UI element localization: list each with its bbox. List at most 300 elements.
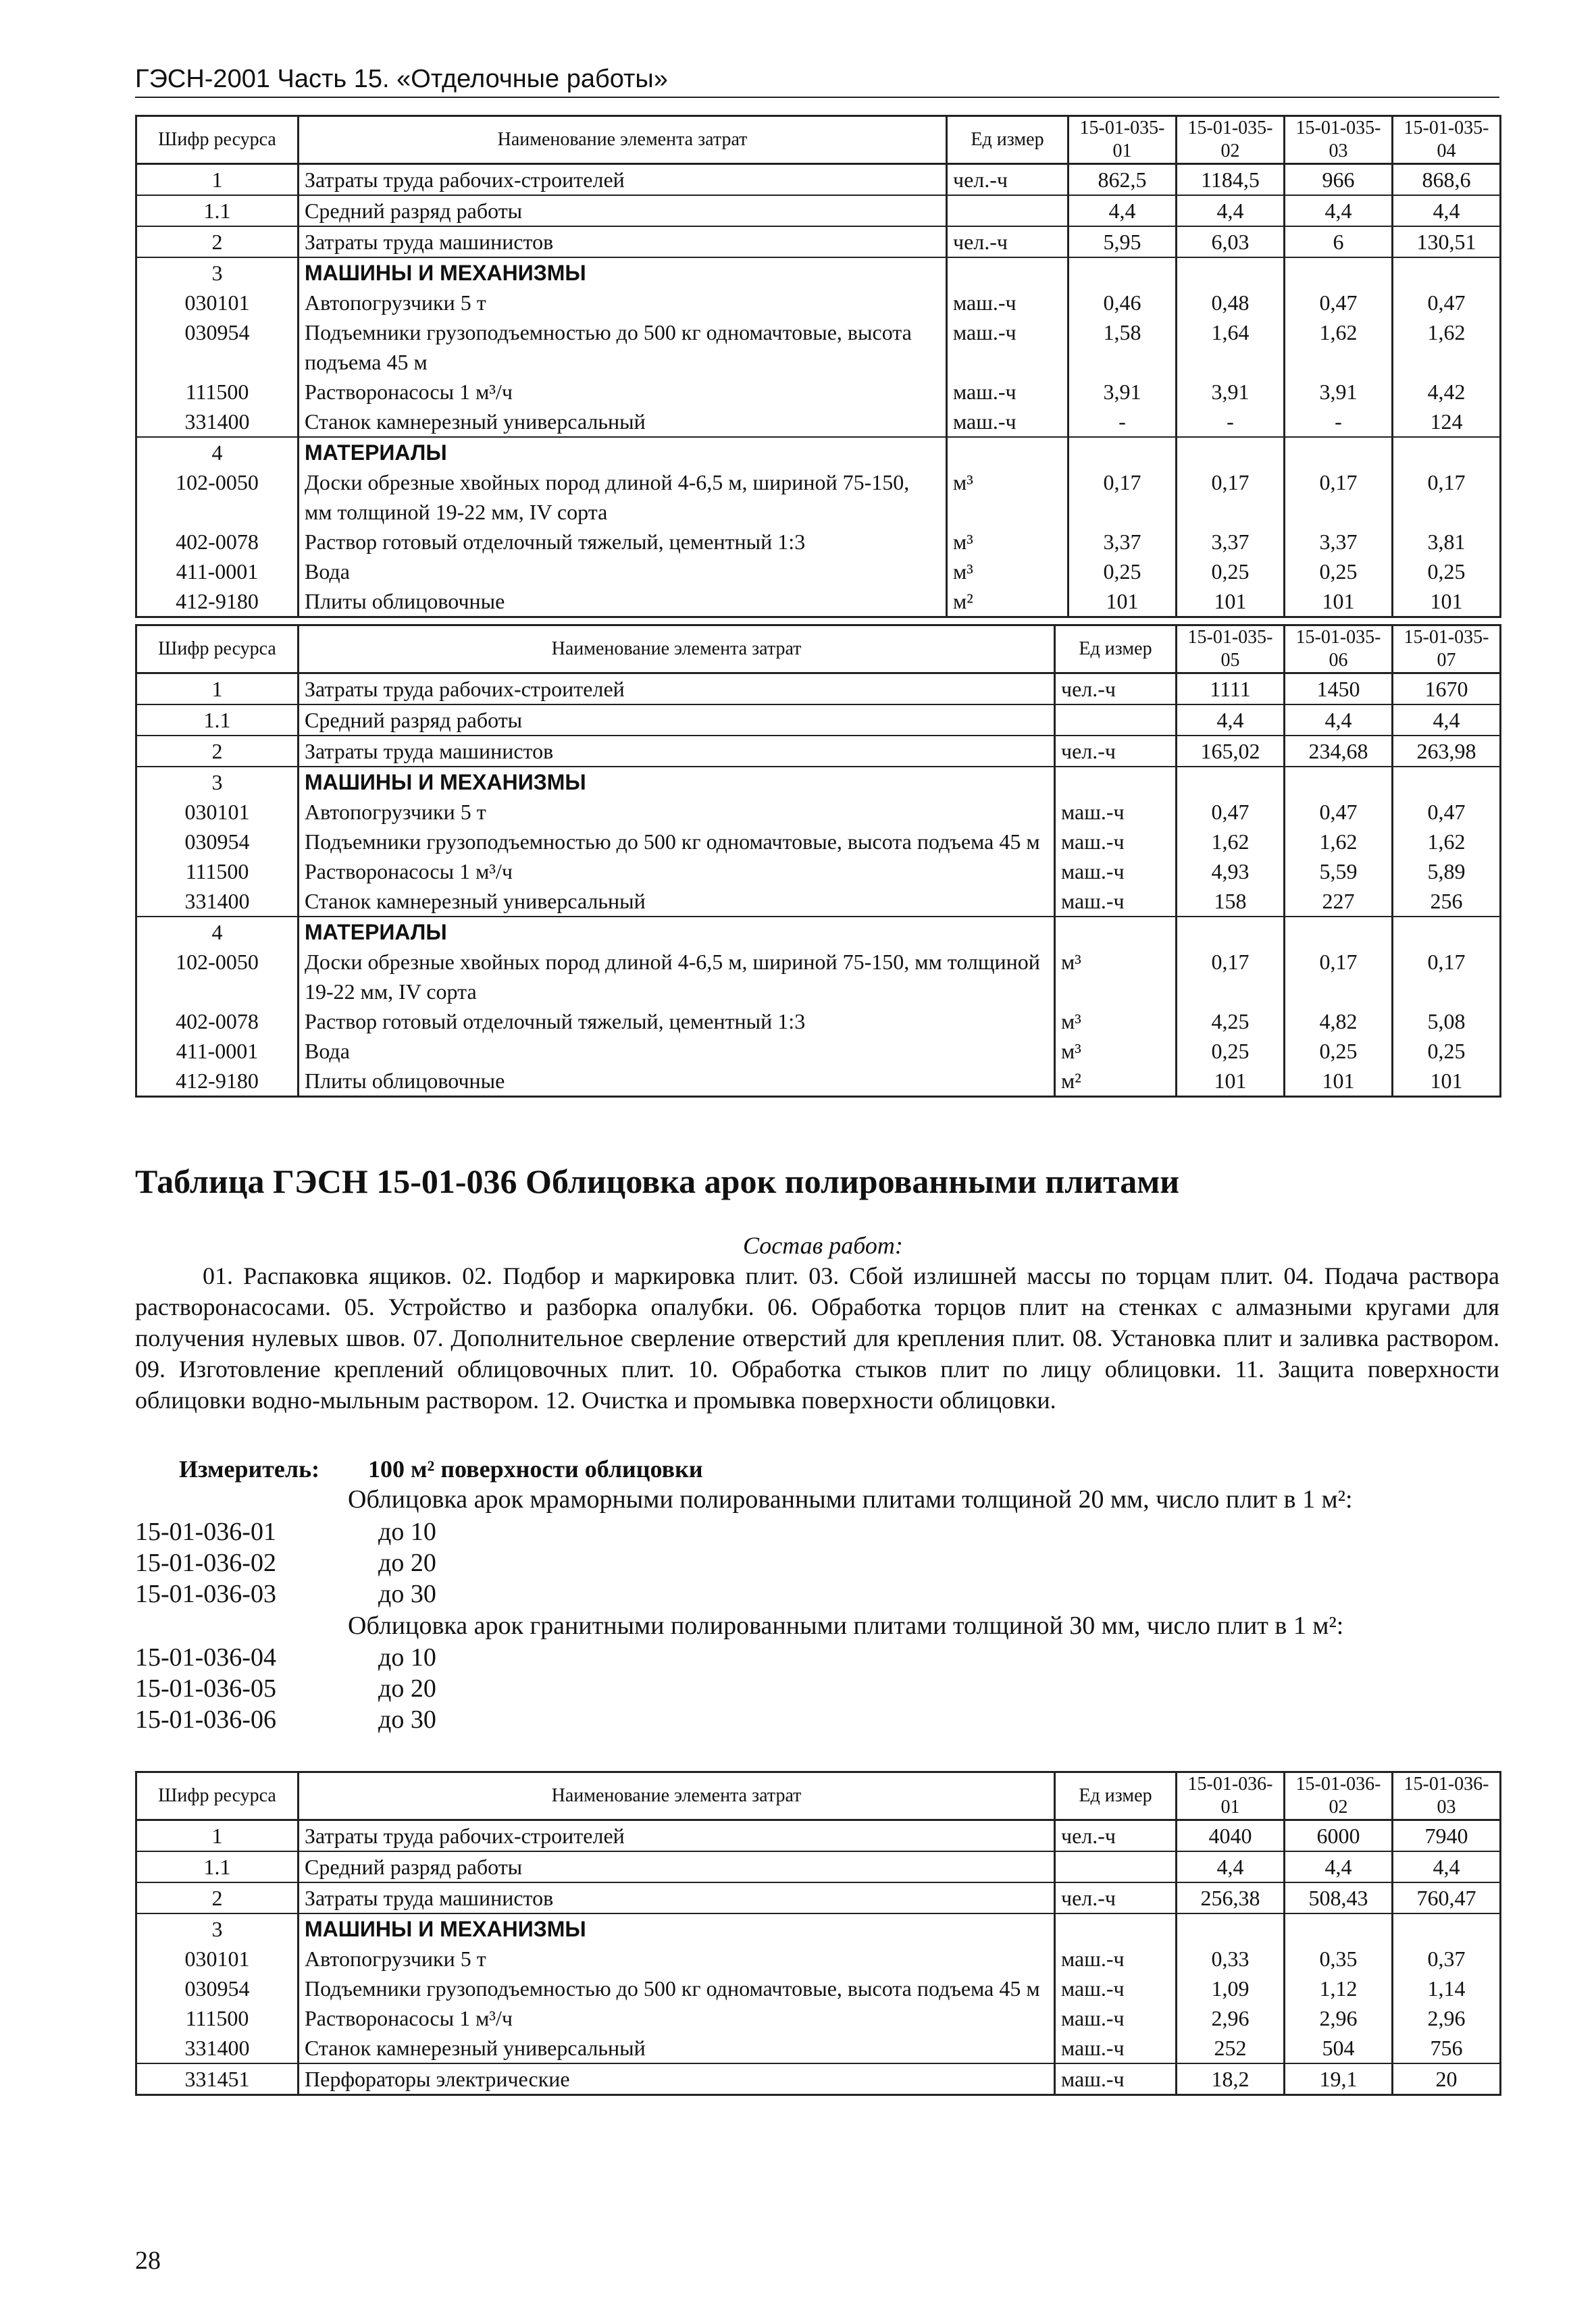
measure-value: 100 м² поверхности облицовки [368, 1456, 703, 1483]
unit-cell: чел.-ч [1055, 736, 1177, 767]
unit-cell: м² [947, 586, 1069, 617]
cost-element-name: Вода [299, 557, 947, 586]
value-cell: 165,02 [1177, 736, 1285, 767]
value-cell: 0,48 [1177, 288, 1285, 317]
value-cell: 252 [1177, 2033, 1285, 2063]
group-title-granite: Облицовка арок гранитными полированными плитами толщиной 30 мм, число плит в 1 м²: [348, 1612, 1344, 1640]
unit-cell: маш.-ч [1055, 886, 1177, 917]
value-cell: 4,4 [1177, 1851, 1285, 1882]
value-cell: 4,25 [1177, 1006, 1285, 1036]
table-row [136, 827, 1501, 856]
section-row [136, 1913, 1501, 1944]
unit-cell: маш.-ч [1055, 797, 1177, 827]
value-cell [1393, 1913, 1501, 1944]
cost-element-name: Автопогрузчики 5 т [299, 797, 1055, 827]
cost-element-name: Плиты облицовочные [299, 1066, 1055, 1097]
section-row [136, 257, 1501, 288]
col-header-norm: 15-01-035-01 [1069, 116, 1177, 164]
value-cell: 130,51 [1393, 226, 1501, 257]
norm-code-row [135, 1674, 436, 1703]
unit-cell: чел.-ч [1055, 1820, 1177, 1852]
resource-code: 4 [136, 437, 299, 467]
table-row [136, 317, 1501, 377]
unit-cell: м³ [1055, 1006, 1177, 1036]
col-header-norm: 15-01-036-02 [1285, 1772, 1393, 1820]
value-cell: 0,17 [1177, 467, 1285, 527]
table-row [136, 1820, 1501, 1852]
value-cell [1177, 767, 1285, 797]
resource-code: 030954 [136, 1974, 299, 2003]
unit-cell [1055, 767, 1177, 797]
unit-cell [947, 195, 1069, 226]
col-header-norm: 15-01-035-03 [1285, 116, 1393, 164]
value-cell: 101 [1069, 586, 1177, 617]
norm-desc: до 10 [378, 1643, 436, 1672]
value-cell: 19,1 [1285, 2063, 1393, 2095]
value-cell: 1670 [1393, 673, 1501, 705]
value-cell: 4040 [1177, 1820, 1285, 1852]
unit-cell: м³ [947, 557, 1069, 586]
value-cell: 508,43 [1285, 1882, 1393, 1913]
value-cell: 6,03 [1177, 226, 1285, 257]
value-cell: 2,96 [1177, 2003, 1285, 2033]
col-header-norm: 15-01-035-06 [1285, 625, 1393, 673]
cost-element-name: Растворонасосы 1 м³/ч [299, 2003, 1055, 2033]
resource-code: 030101 [136, 288, 299, 317]
resource-code: 2 [136, 1882, 299, 1913]
value-cell: 0,25 [1285, 557, 1393, 586]
value-cell: 0,17 [1069, 467, 1177, 527]
value-cell: 0,47 [1177, 797, 1285, 827]
value-cell: 1,14 [1393, 1974, 1501, 2003]
unit-cell: маш.-ч [1055, 2063, 1177, 2095]
value-cell: - [1069, 407, 1177, 437]
unit-cell: м³ [1055, 947, 1177, 1006]
value-cell: 1,62 [1285, 317, 1393, 377]
value-cell: 0,25 [1177, 557, 1285, 586]
resource-code: 111500 [136, 856, 299, 886]
value-cell: 3,91 [1177, 377, 1285, 407]
value-cell [1285, 767, 1393, 797]
value-cell: 4,4 [1069, 195, 1177, 226]
section-title: Таблица ГЭСН 15-01-036 Облицовка арок полированными плитами [135, 1162, 1180, 1200]
table-row [136, 673, 1501, 705]
table-row [136, 2033, 1501, 2063]
value-cell: 0,17 [1285, 947, 1393, 1006]
value-cell: 0,25 [1069, 557, 1177, 586]
cost-element-name: Подъемники грузоподъемностью до 500 кг одномачтовые, высота подъема 45 м [299, 827, 1055, 856]
resource-code: 3 [136, 767, 299, 797]
resource-code: 102-0050 [136, 947, 299, 1006]
table-row [136, 377, 1501, 407]
table-row [136, 2063, 1501, 2095]
resource-code: 3 [136, 257, 299, 288]
value-cell: 868,6 [1393, 164, 1501, 196]
header-row [136, 625, 1501, 673]
cost-element-name: Затраты труда машинистов [299, 1882, 1055, 1913]
value-cell: 5,08 [1393, 1006, 1501, 1036]
col-header-norm: 15-01-036-03 [1393, 1772, 1501, 1820]
value-cell: 1,09 [1177, 1974, 1285, 2003]
value-cell: 4,4 [1285, 195, 1393, 226]
col-header-unit: Ед измер [1055, 1772, 1177, 1820]
unit-cell [947, 257, 1069, 288]
value-cell: 504 [1285, 2033, 1393, 2063]
value-cell: 1,62 [1393, 317, 1501, 377]
resource-code: 111500 [136, 2003, 299, 2033]
cost-element-name: Подъемники грузоподъемностью до 500 кг одномачтовые, высота подъема 45 м [299, 1974, 1055, 2003]
running-header: ГЭСН-2001 Часть 15. «Отделочные работы» [135, 65, 1499, 98]
norm-code: 15-01-036-03 [135, 1580, 276, 1608]
unit-cell: маш.-ч [1055, 1944, 1177, 1974]
value-cell: 0,35 [1285, 1944, 1393, 1974]
measure-line [179, 1455, 703, 1483]
norm-code-row [135, 1705, 436, 1734]
value-cell [1393, 437, 1501, 467]
section-row [136, 437, 1501, 467]
cost-element-name: Раствор готовый отделочный тяжелый, цементный 1:3 [299, 527, 947, 557]
cost-element-name: Доски обрезные хвойных пород длиной 4-6,5 м, шириной 75-150, мм толщиной 19-22 мм, IV сорта [299, 947, 1055, 1006]
table-row [136, 2003, 1501, 2033]
unit-cell: чел.-ч [1055, 673, 1177, 705]
unit-cell: чел.-ч [1055, 1882, 1177, 1913]
value-cell [1285, 437, 1393, 467]
norm-code-row [135, 1579, 436, 1609]
unit-cell: м³ [1055, 1036, 1177, 1066]
value-cell: - [1177, 407, 1285, 437]
value-cell: 862,5 [1069, 164, 1177, 196]
value-cell: 5,89 [1393, 856, 1501, 886]
resource-code: 1.1 [136, 704, 299, 736]
value-cell: 4,4 [1393, 1851, 1501, 1882]
table-row [136, 1851, 1501, 1882]
cost-element-name: Вода [299, 1036, 1055, 1066]
value-cell: 101 [1393, 586, 1501, 617]
value-cell: 0,17 [1177, 947, 1285, 1006]
unit-cell: чел.-ч [947, 164, 1069, 196]
table-row [136, 226, 1501, 257]
col-header-norm: 15-01-035-07 [1393, 625, 1501, 673]
value-cell: 101 [1177, 1066, 1285, 1097]
cost-element-name: Средний разряд работы [299, 195, 947, 226]
value-cell: 0,25 [1285, 1036, 1393, 1066]
value-cell: 1111 [1177, 673, 1285, 705]
cost-element-name: Перфораторы электрические [299, 2063, 1055, 2095]
value-cell [1393, 917, 1501, 947]
col-header-norm: 15-01-036-01 [1177, 1772, 1285, 1820]
unit-cell: маш.-ч [947, 407, 1069, 437]
value-cell: 1,64 [1177, 317, 1285, 377]
cost-element-name: Затраты труда рабочих-строителей [299, 164, 947, 196]
cost-element-name: Автопогрузчики 5 т [299, 1944, 1055, 1974]
value-cell: 0,47 [1393, 797, 1501, 827]
cost-element-name: Затраты труда машинистов [299, 226, 947, 257]
col-header-unit: Ед измер [947, 116, 1069, 164]
value-cell: 256 [1393, 886, 1501, 917]
unit-cell: маш.-ч [1055, 1974, 1177, 2003]
value-cell: - [1285, 407, 1393, 437]
resource-code: 2 [136, 226, 299, 257]
unit-cell: маш.-ч [1055, 2033, 1177, 2063]
unit-cell [1055, 917, 1177, 947]
resource-code: 331400 [136, 407, 299, 437]
norm-desc: до 30 [378, 1580, 436, 1608]
value-cell: 4,4 [1393, 195, 1501, 226]
value-cell: 1,62 [1177, 827, 1285, 856]
col-header-unit: Ед измер [1055, 625, 1177, 673]
value-cell: 4,42 [1393, 377, 1501, 407]
value-cell [1177, 1913, 1285, 1944]
value-cell: 227 [1285, 886, 1393, 917]
resource-code: 030101 [136, 797, 299, 827]
col-header-norm: 15-01-035-05 [1177, 625, 1285, 673]
value-cell: 4,4 [1285, 1851, 1393, 1882]
value-cell: 101 [1393, 1066, 1501, 1097]
cost-element-name: Подъемники грузоподъемностью до 500 кг одномачтовые, высота подъема 45 м [299, 317, 947, 377]
value-cell: 0,37 [1393, 1944, 1501, 1974]
value-cell: 3,37 [1177, 527, 1285, 557]
norm-code-row [135, 1643, 436, 1672]
value-cell: 4,82 [1285, 1006, 1393, 1036]
value-cell: 3,91 [1069, 377, 1177, 407]
cost-element-name: Растворонасосы 1 м³/ч [299, 377, 947, 407]
resource-code: 402-0078 [136, 1006, 299, 1036]
table-row [136, 736, 1501, 767]
value-cell: 158 [1177, 886, 1285, 917]
table-row [136, 1974, 1501, 2003]
resource-code: 412-9180 [136, 586, 299, 617]
resource-table-035-part1 [135, 115, 1501, 618]
table-row [136, 407, 1501, 437]
norm-code: 15-01-036-01 [135, 1518, 276, 1546]
cost-element-name: Станок камнерезный универсальный [299, 407, 947, 437]
value-cell: 756 [1393, 2033, 1501, 2063]
value-cell: 3,37 [1069, 527, 1177, 557]
cost-element-name: Средний разряд работы [299, 1851, 1055, 1882]
value-cell: 0,17 [1393, 467, 1501, 527]
table-row [136, 467, 1501, 527]
norm-code-row [135, 1517, 436, 1547]
table-row [136, 704, 1501, 736]
value-cell [1393, 767, 1501, 797]
unit-cell: маш.-ч [1055, 856, 1177, 886]
value-cell: 124 [1393, 407, 1501, 437]
value-cell: 4,4 [1177, 195, 1285, 226]
resource-code: 331400 [136, 2033, 299, 2063]
unit-cell: маш.-ч [947, 377, 1069, 407]
value-cell: 263,98 [1393, 736, 1501, 767]
cost-element-name: МАШИНЫ И МЕХАНИЗМЫ [299, 1913, 1055, 1944]
value-cell: 0,47 [1285, 797, 1393, 827]
value-cell [1285, 257, 1393, 288]
col-header-code: Шифр ресурса [136, 116, 299, 164]
resource-code: 030101 [136, 1944, 299, 1974]
resource-code: 331451 [136, 2063, 299, 2095]
table-row [136, 164, 1501, 196]
norm-code-row [135, 1548, 436, 1578]
norm-desc: до 20 [378, 1549, 436, 1577]
col-header-name: Наименование элемента затрат [299, 1772, 1055, 1820]
value-cell: 101 [1177, 586, 1285, 617]
cost-element-name: Средний разряд работы [299, 704, 1055, 736]
value-cell [1177, 917, 1285, 947]
value-cell: 3,37 [1285, 527, 1393, 557]
value-cell: 0,46 [1069, 288, 1177, 317]
value-cell: 6 [1285, 226, 1393, 257]
col-header-code: Шифр ресурса [136, 625, 299, 673]
table-row [136, 856, 1501, 886]
header-row [136, 116, 1501, 164]
value-cell [1393, 257, 1501, 288]
composition-text: 01. Распаковка ящиков. 02. Подбор и маркировка плит. 03. Сбой излишней массы по торцам плит. 04. Подача раствора растворонасосами. 05. Устройство и разборка опалубки. 06. Обработка торцов плит на стенках с алмазными кругами для получения нулевых швов. 07. Дополнительное сверление отверстий для крепления плит. 08. Установка плит и заливка раствором. 09. Изготовление креплений облицовочных плит. 10. Обработка стыков плит по лицу облицовки. 11. Защита поверхности облицовки водно-мыльным раствором. 12. Очистка и промывка поверхности облицовки. [135, 1262, 1499, 1414]
value-cell: 4,4 [1285, 704, 1393, 736]
norm-desc: до 20 [378, 1674, 436, 1703]
value-cell: 4,4 [1177, 704, 1285, 736]
value-cell [1177, 257, 1285, 288]
value-cell: 7940 [1393, 1820, 1501, 1852]
table-row [136, 195, 1501, 226]
table-row [136, 1036, 1501, 1066]
resource-table-036 [135, 1771, 1501, 2096]
value-cell: 4,4 [1393, 704, 1501, 736]
cost-element-name: МАШИНЫ И МЕХАНИЗМЫ [299, 767, 1055, 797]
cost-element-name: Станок камнерезный универсальный [299, 886, 1055, 917]
value-cell: 5,59 [1285, 856, 1393, 886]
resource-code: 4 [136, 917, 299, 947]
value-cell: 0,17 [1393, 947, 1501, 1006]
cost-element-name: Плиты облицовочные [299, 586, 947, 617]
value-cell [1285, 917, 1393, 947]
norm-desc: до 10 [378, 1518, 436, 1546]
table-row [136, 797, 1501, 827]
value-cell: 101 [1285, 586, 1393, 617]
table-row [136, 1882, 1501, 1913]
resource-code: 3 [136, 1913, 299, 1944]
unit-cell: чел.-ч [947, 226, 1069, 257]
norm-code: 15-01-036-02 [135, 1549, 276, 1577]
value-cell: 0,47 [1393, 288, 1501, 317]
table-row [136, 586, 1501, 617]
unit-cell: м² [1055, 1066, 1177, 1097]
resource-code: 402-0078 [136, 527, 299, 557]
table-row [136, 557, 1501, 586]
cost-element-name: Доски обрезные хвойных пород длиной 4-6,5 м, шириной 75-150, мм толщиной 19-22 мм, IV сорта [299, 467, 947, 527]
cost-element-name: МАТЕРИАЛЫ [299, 437, 947, 467]
value-cell: 3,81 [1393, 527, 1501, 557]
value-cell: 1450 [1285, 673, 1393, 705]
table-row [136, 886, 1501, 917]
table-row [136, 947, 1501, 1006]
unit-cell: маш.-ч [1055, 2003, 1177, 2033]
value-cell: 20 [1393, 2063, 1501, 2095]
resource-code: 1 [136, 164, 299, 196]
table-row [136, 527, 1501, 557]
cost-element-name: Затраты труда рабочих-строителей [299, 673, 1055, 705]
value-cell: 0,17 [1285, 467, 1393, 527]
value-cell: 0,25 [1393, 1036, 1501, 1066]
resource-table-035-part2 [135, 624, 1501, 1098]
value-cell [1177, 437, 1285, 467]
value-cell: 1,62 [1393, 827, 1501, 856]
resource-code: 331400 [136, 886, 299, 917]
cost-element-name: Автопогрузчики 5 т [299, 288, 947, 317]
cost-element-name: Раствор готовый отделочный тяжелый, цементный 1:3 [299, 1006, 1055, 1036]
value-cell: 3,91 [1285, 377, 1393, 407]
cost-element-name: Растворонасосы 1 м³/ч [299, 856, 1055, 886]
resource-code: 030954 [136, 827, 299, 856]
resource-code: 411-0001 [136, 557, 299, 586]
col-header-name: Наименование элемента затрат [299, 625, 1055, 673]
value-cell [1069, 257, 1177, 288]
value-cell: 4,93 [1177, 856, 1285, 886]
measure-label: Измеритель: [179, 1456, 320, 1483]
table-row [136, 1066, 1501, 1097]
resource-code: 102-0050 [136, 467, 299, 527]
value-cell: 1,58 [1069, 317, 1177, 377]
col-header-code: Шифр ресурса [136, 1772, 299, 1820]
unit-cell: маш.-ч [1055, 827, 1177, 856]
unit-cell: маш.-ч [947, 288, 1069, 317]
value-cell [1285, 1913, 1393, 1944]
value-cell: 2,96 [1285, 2003, 1393, 2033]
table-row [136, 1006, 1501, 1036]
unit-cell: м³ [947, 527, 1069, 557]
norm-desc: до 30 [378, 1705, 436, 1734]
unit-cell [1055, 1851, 1177, 1882]
unit-cell: м³ [947, 467, 1069, 527]
header-row [136, 1772, 1501, 1820]
value-cell: 966 [1285, 164, 1393, 196]
resource-code: 1 [136, 1820, 299, 1852]
value-cell: 0,25 [1177, 1036, 1285, 1066]
cost-element-name: МАШИНЫ И МЕХАНИЗМЫ [299, 257, 947, 288]
value-cell: 1,12 [1285, 1974, 1393, 2003]
unit-cell: маш.-ч [947, 317, 1069, 377]
resource-code: 1.1 [136, 195, 299, 226]
resource-code: 1.1 [136, 1851, 299, 1882]
page-number: 28 [135, 2246, 161, 2275]
cost-element-name: Затраты труда рабочих-строителей [299, 1820, 1055, 1852]
value-cell: 6000 [1285, 1820, 1393, 1852]
cost-element-name: Станок камнерезный универсальный [299, 2033, 1055, 2063]
norm-code: 15-01-036-05 [135, 1674, 276, 1703]
value-cell: 1,62 [1285, 827, 1393, 856]
table-row [136, 288, 1501, 317]
value-cell [1069, 437, 1177, 467]
section-row [136, 917, 1501, 947]
resource-code: 411-0001 [136, 1036, 299, 1066]
value-cell: 1184,5 [1177, 164, 1285, 196]
value-cell: 101 [1285, 1066, 1393, 1097]
resource-code: 2 [136, 736, 299, 767]
table-row [136, 1944, 1501, 1974]
col-header-norm: 15-01-035-04 [1393, 116, 1501, 164]
group-title-marble: Облицовка арок мраморными полированными плитами толщиной 20 мм, число плит в 1 м²: [348, 1485, 1353, 1514]
col-header-name: Наименование элемента затрат [299, 116, 947, 164]
value-cell: 256,38 [1177, 1882, 1285, 1913]
value-cell: 18,2 [1177, 2063, 1285, 2095]
composition-heading: Состав работ: [743, 1232, 903, 1259]
norm-code: 15-01-036-04 [135, 1643, 276, 1672]
unit-cell [1055, 704, 1177, 736]
col-header-norm: 15-01-035-02 [1177, 116, 1285, 164]
cost-element-name: МАТЕРИАЛЫ [299, 917, 1055, 947]
norm-code: 15-01-036-06 [135, 1705, 276, 1734]
resource-code: 1 [136, 673, 299, 705]
value-cell: 234,68 [1285, 736, 1393, 767]
resource-code: 030954 [136, 317, 299, 377]
unit-cell [947, 437, 1069, 467]
